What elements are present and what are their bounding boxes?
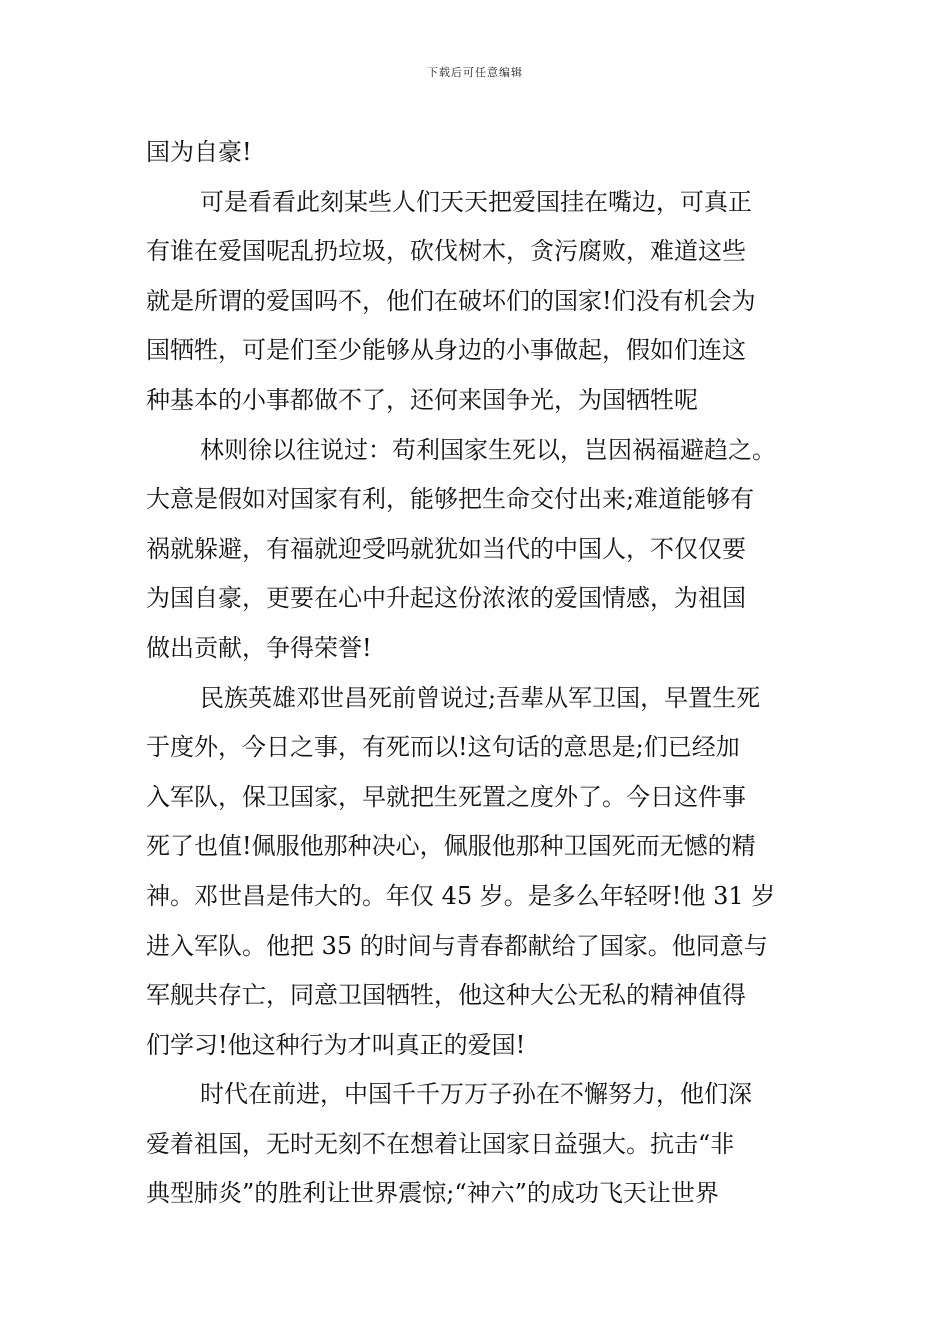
text-line: 就是所谓的爱国吗不，他们在破坏们的国家!们没有机会为: [146, 286, 756, 315]
text-line: 时代在前进，中国千千万万子孙在不懈努力，他们深: [200, 1080, 752, 1109]
page-header: 下载后可任意编辑: [427, 66, 523, 79]
text-line: 神。邓世昌是伟大的。年仅 45 岁。是多么年轻呀!他 31 岁: [146, 881, 776, 910]
text-line: 为国自豪，更要在心中升起这份浓浓的爱国情感，为祖国: [146, 584, 746, 613]
text-line: 民族英雄邓世昌死前曾说过;吾辈从军卫国，早置生死: [200, 683, 761, 712]
text-line: 们学习!他这种行为才叫真正的爱国!: [146, 1030, 526, 1059]
text-line: 入军队，保卫国家，早就把生死置之度外了。今日这件事: [146, 782, 746, 811]
text-line: 爱着祖国，无时无刻不在想着让国家日益强大。抗击“非: [146, 1129, 735, 1158]
text-line: 可是看看此刻某些人们天天把爱国挂在嘴边，可真正: [200, 187, 752, 216]
text-line: 种基本的小事都做不了，还何来国争光，为国牺牲呢: [146, 385, 698, 414]
text-line: 国牺牲，可是们至少能够从身边的小事做起，假如们连这: [146, 336, 746, 365]
text-line: 军舰共存亡，同意卫国牺牲，他这种大公无私的精神值得: [146, 981, 746, 1010]
text-line: 祸就躲避，有福就迎受吗就犹如当代的中国人，不仅仅要: [146, 534, 746, 563]
text-line: 国为自豪!: [146, 138, 252, 166]
text-line: 于度外，今日之事，有死而以!这句话的意思是;们已经加: [146, 733, 740, 762]
text-line: 有谁在爱国呢乱扔垃圾，砍伐树木，贪污腐败，难道这些: [146, 237, 746, 266]
text-line: 典型肺炎”的胜利让世界震惊;“神六”的成功飞天让世界: [146, 1179, 719, 1208]
text-line: 林则徐以往说过：苟利国家生死以，岂因祸福避趋之。: [200, 435, 776, 464]
text-line: 大意是假如对国家有利，能够把生命交付出来;难道能够有: [146, 485, 755, 514]
text-line: 进入军队。他把 35 的时间与青春都献给了国家。他同意与: [146, 931, 768, 960]
body-text: [146, 128, 826, 1219]
text-line: 死了也值!佩服他那种决心，佩服他那种卫国死而无憾的精: [146, 832, 756, 861]
text-line: 做出贡献，争得荣誉!: [146, 633, 372, 662]
